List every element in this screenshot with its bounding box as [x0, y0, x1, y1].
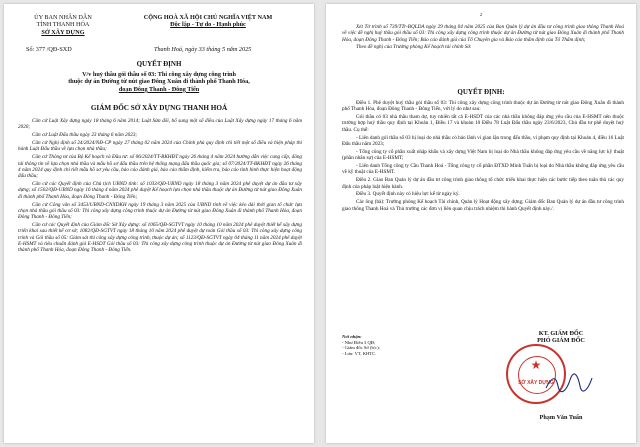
agency-line-3: SỞ XÂY DỰNG [41, 28, 85, 36]
recipient-item: - Lưu: VT, KHTC. [342, 350, 377, 356]
document-page-1 [4, 4, 314, 443]
recipient-item: - Giám đốc Sở (b/c); [342, 345, 380, 351]
basis-paragraph: Căn cứ Luật Xây dựng ngày 18 tháng 6 năm 2014; Luật Sửa đổi, bổ sung một số điều của Luật Xây dựng ngày 17 tháng 6 năm 2020; [18, 118, 302, 131]
basis-paragraph: Căn cứ các Quyết định của Giám đốc Sở Xây dựng: số 1065/QĐ-SGTVT ngày 10 tháng 10 năm 2024 phê duyệt thiết kế xây dựng triển khai sau thiết kế cơ sở; 1082/QĐ-SGTVT ngày 18 tháng 10 năm 2024 phê duyệt dự toán Gói thầu số 03: Thi công xây dựng công trình và Gói thầu số 05: Giám sát thi công xây dựng công trình, thuộc dự án; số 1123/QĐ-SGTVT ngày 04 tháng 11 năm 2024 phê duyệt E-HSMT và tiêu chuẩn đánh giá E-HSDT Gói thầu số 03: Thi công xây dựng công trình thuộc dự án Đường từ nút giao Đông Xuân đi thành phố Thanh Hóa, đoạn Đông Thanh - Đông Tiến. [18, 222, 302, 254]
document-number: Số: 377 /QĐ-SXD [26, 46, 72, 53]
basis-paragraph: Căn cứ Luật Đấu thầu ngày 23 tháng 6 năm 2023; [32, 132, 138, 139]
subject-line-3: đoạn Đông Thanh - Đông Tiến [118, 85, 200, 93]
sign-line-2: PHÓ GIÁM ĐỐC [537, 337, 585, 345]
legal-basis [18, 118, 302, 255]
recipients-title: Nơi nhận: [342, 334, 362, 339]
intro-paragraph: Xét Tờ trình số 739/TTr-BQLDA ngày 29 tháng 04 năm 2025 của Ban Quản lý dự án đầu tư công trình giao thông Thanh Hoá về việc đề nghị huỷ thầu gói thầu số 03: Thi công xây dựng công trình thuộc dự án Đường từ nút giao Đông Xuân đi thành phố Thanh Hóa, đoạn Đông Thanh - Đông Tiến; Báo cáo đánh giá của Tổ Chuyên gia và Báo cáo thẩm định của Tổ Thẩm định; [342, 24, 624, 43]
authority-heading: GIÁM ĐỐC SỞ XÂY DỰNG THANH HOÁ [90, 104, 228, 112]
national-header [108, 14, 308, 29]
article-1-detail: Gói thầu có 03 nhà thầu tham dự, tuy nhiên tất cả E-HSDT của các nhà thầu không đáp ứng yêu cầu của E-HSMT nên thuộc trường hợp huỷ thầu quy định tại Khoản 1, Điều 17 và khoản 10 Điều 78 Luật Đấu thầu ngày 23/6/2023, Chủ đầu tư phê duyệt huỷ thầu. Cụ thể: [342, 114, 624, 133]
nation-name: CỘNG HOÀ XÃ HỘI CHỦ NGHĨA VIỆT NAM [143, 14, 273, 21]
basis-paragraph: Căn cứ Thông tư của Bộ Kế hoạch và Đầu tư: số 06/2024/TT-BKHĐT ngày 26 tháng 4 năm 2024 hướng dẫn việc cung cấp, đăng tải thông tin về lựa chọn nhà thầu và mẫu hồ sơ đấu thầu trên hệ thống mạng đấu thầu quốc gia; số 07/2024/TT-BKHĐT ngày 26 tháng 4 năm 2024 quy định chi tiết mẫu hồ sơ yêu cầu, báo cáo đánh giá, báo cáo thẩm định, kiểm tra, báo cáo tình hình thực hiện hoạt động đấu thầu; [18, 154, 302, 180]
document-title: QUYẾT ĐỊNH [136, 60, 182, 68]
recipient-item: - Như Điều 3 QĐ; [342, 339, 376, 345]
seal-star-icon: ★ [530, 358, 542, 372]
article-3: Điều 3. Quyết định này có hiệu lực kể từ ngày ký. [356, 191, 460, 198]
document-subject [4, 71, 314, 93]
agency-line-2: TỈNH THANH HÓA [36, 21, 90, 29]
intro-block [342, 24, 624, 51]
sign-line-1: KT. GIÁM ĐỐC [538, 330, 584, 337]
intro-paragraph: Theo đề nghị của Trưởng phòng Kế hoạch tài chính Sở. [356, 44, 472, 51]
recipients-block [342, 334, 452, 356]
basis-paragraph: Căn cứ các Quyết định của Chủ tịch UBND tỉnh: số 1033/QĐ-UBND ngày 18 tháng 3 năm 2024 phê duyệt dự án đầu tư xây dựng; số 1502/QĐ-UBND ngày 16 tháng 4 năm 2024 phê duyệt Kế hoạch lựa chọn nhà thầu thuộc dự án Đường từ nút giao Đông Xuân đi thành phố Thanh Hóa, đoạn Đông Thanh - Đông Tiến; [18, 181, 302, 200]
article-2: Điều 2. Giao Ban Quản lý dự án đầu tư công trình giao thông tổ chức triển khai thực hiện các bước tiếp theo tuân thủ các quy định của pháp luật hiện hành. [342, 177, 624, 190]
agency-header [18, 14, 108, 36]
signer-name: Phạm Văn Tuấn [539, 414, 583, 421]
basis-paragraph: Căn cứ Nghị định số 24/2024/NĐ-CP ngày 27 tháng 02 năm 2024 của Chính phủ quy định chi tiết một số điều và biện pháp thi hành Luật Đấu thầu về lựa chọn nhà thầu; [18, 140, 302, 153]
article-1-detail: - Liên danh Tổng công ty Cầu Thanh Hoá - Tổng công ty cổ phần ĐTXD Minh Tuấn bị loại do Nhà thầu không đáp ứng yêu cầu về kỹ thuật của E-HSMT. [342, 163, 624, 176]
subject-line-2: thuộc dự án Đường từ nút giao Đông Xuân đi thành phố Thanh Hóa, [68, 78, 250, 86]
article-1-detail: - Liên danh gói thầu số 03 bị loại do nhà thầu có bảo lãnh vi gian lận trong đấu thầu, vi phạm quy định tại Khoản 4, điều 16 Luật Đấu thầu năm 2023; [342, 134, 624, 147]
dateline: Thanh Hoá, ngày 33 tháng 5 năm 2025 [154, 46, 252, 53]
signature-title [506, 330, 616, 345]
handwritten-signature [544, 372, 594, 394]
articles [342, 100, 624, 212]
motto: Độc lập - Tự do - Hạnh phúc [170, 21, 246, 29]
article-3-detail: Các ông (bà): Trưởng phòng Kế hoạch Tài chính, Quản lý Hoạt động xây dựng; Giám đốc Ban Quản lý dự án đầu tư công trình giao thông Thanh Hoá và Thủ trưởng các đơn vị liên quan chịu trách nhiệm thi hành Quyết định này./. [342, 199, 624, 212]
document-page-2 [326, 4, 636, 443]
seal-text: SỞ XÂY DỰNG [518, 380, 554, 386]
article-1: Điều 1. Phê duyệt huỷ thầu gói thầu số 03: Thi công xây dựng công trình thuộc dự án Đường từ nút giao Đông Xuân đi thành phố Thanh Hóa, đoạn Đông Thanh - Đông Tiến, với lý do như sau: [342, 100, 624, 113]
article-1-detail: - Tổng công ty cổ phần xuất nhập khẩu và xây dựng Việt Nam bị loại do Nhà thầu không đáp ứng yêu cầu về năng lực kỹ thuật (phần nhân sự) của E-HSMT; [342, 148, 624, 162]
page-number: 2 [479, 12, 483, 17]
subject-line-1: V/v huỷ thầu gói thầu số 03: Thi công xây dựng công trình [82, 71, 236, 78]
agency-line-1: ỦY BAN NHÂN DÂN [34, 14, 92, 21]
decides-heading: QUYẾT ĐỊNH: [457, 88, 505, 96]
basis-paragraph: Căn cứ Công văn số 3453/UBND-CNXDKH ngày 19 tháng 3 năm 2025 của UBND tỉnh về việc kéo dài thời gian tổ chức lựa chọn nhà thầu gói thầu số 03: Thi công xây dựng công trình thuộc dự án Đường từ nút giao Đông Xuân đi thành phố Thanh Hóa, đoạn Đông Thanh - Đông Tiến; [18, 201, 302, 221]
